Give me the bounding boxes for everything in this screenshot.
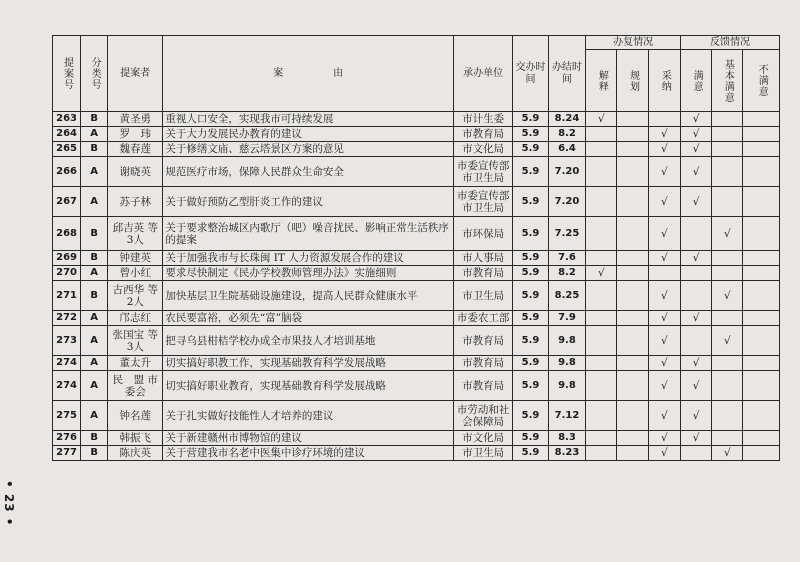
table-row [53, 112, 780, 127]
handling-adopt-cell [648, 217, 680, 251]
handling-explain-cell [586, 217, 617, 251]
proposer-cell: 曾小红 [108, 266, 163, 281]
feedback-satisfied-cell [680, 446, 711, 461]
category-cell: A [81, 356, 108, 371]
check-mark-icon [693, 410, 700, 422]
handling-adopt-cell [648, 127, 680, 142]
feedback-basic-satisfied-cell [712, 187, 743, 217]
department-cell: 市教育局 [453, 326, 512, 356]
feedback-basic-satisfied-cell [712, 281, 743, 311]
check-mark-icon [693, 113, 700, 125]
completed-date-cell: 8.25 [548, 281, 585, 311]
feedback-satisfied-cell [680, 371, 711, 401]
check-mark-icon [661, 312, 668, 324]
handling-adopt-cell [648, 356, 680, 371]
header-proposer: 提案者 [108, 36, 163, 112]
check-mark-icon [661, 410, 668, 422]
header-reason: 案 由 [163, 36, 454, 112]
assigned-date-cell: 5.9 [513, 112, 548, 127]
handling-plan-cell [617, 311, 648, 326]
completed-date-cell: 7.12 [548, 401, 585, 431]
reason-cell: 切实搞好职业教育，实现基础教育科学发展战略 [163, 371, 454, 401]
reason-cell: 关于大力发展民办教育的建议 [163, 127, 454, 142]
feedback-satisfied-cell [680, 266, 711, 281]
completed-date-cell: 7.9 [548, 311, 585, 326]
feedback-basic-satisfied-cell [712, 112, 743, 127]
department-cell: 市委农工部 [453, 311, 512, 326]
feedback-basic-satisfied-cell [712, 157, 743, 187]
header-id: 提案号 [53, 36, 81, 112]
category-cell: B [81, 431, 108, 446]
handling-plan-cell [617, 217, 648, 251]
feedback-unsatisfied-cell [743, 311, 780, 326]
assigned-date-cell: 5.9 [513, 446, 548, 461]
table-row [53, 446, 780, 461]
category-cell: A [81, 326, 108, 356]
department-cell: 市文化局 [453, 142, 512, 157]
header-dept: 承办单位 [453, 36, 512, 112]
header-plan: 规划 [617, 50, 648, 112]
reason-cell: 要求尽快制定《民办学校教师管理办法》实施细则 [163, 266, 454, 281]
proposal-id-cell: 274 [53, 356, 81, 371]
assigned-date-cell: 5.9 [513, 266, 548, 281]
reason-cell: 关于做好预防乙型肝炎工作的建议 [163, 187, 454, 217]
proposal-id-cell: 271 [53, 281, 81, 311]
completed-date-cell: 8.2 [548, 127, 585, 142]
check-mark-icon [693, 312, 700, 324]
check-mark-icon [724, 290, 731, 302]
check-mark-icon [693, 196, 700, 208]
feedback-unsatisfied-cell [743, 281, 780, 311]
table-row [53, 401, 780, 431]
handling-plan-cell [617, 251, 648, 266]
feedback-satisfied-cell [680, 187, 711, 217]
handling-plan-cell [617, 266, 648, 281]
reason-cell: 切实搞好职教工作，实现基础教育科学发展战略 [163, 356, 454, 371]
category-cell: B [81, 217, 108, 251]
feedback-unsatisfied-cell [743, 401, 780, 431]
check-mark-icon [598, 113, 605, 125]
department-cell: 市委宣传部 市卫生局 [453, 187, 512, 217]
check-mark-icon [661, 447, 668, 459]
category-cell: B [81, 281, 108, 311]
proposal-id-cell: 274 [53, 371, 81, 401]
proposer-cell: 韩振飞 [108, 431, 163, 446]
feedback-unsatisfied-cell [743, 157, 780, 187]
handling-explain-cell [586, 401, 617, 431]
department-cell: 市人事局 [453, 251, 512, 266]
feedback-basic-satisfied-cell [712, 371, 743, 401]
assigned-date-cell: 5.9 [513, 217, 548, 251]
proposer-cell: 董太升 [108, 356, 163, 371]
proposer-cell: 邝志红 [108, 311, 163, 326]
handling-plan-cell [617, 281, 648, 311]
completed-date-cell: 9.8 [548, 356, 585, 371]
feedback-unsatisfied-cell [743, 356, 780, 371]
check-mark-icon [661, 290, 668, 302]
reason-cell: 关于扎实做好技能性人才培养的建议 [163, 401, 454, 431]
feedback-unsatisfied-cell [743, 266, 780, 281]
handling-explain-cell [586, 371, 617, 401]
check-mark-icon [693, 128, 700, 140]
proposal-id-cell: 267 [53, 187, 81, 217]
handling-explain-cell [586, 157, 617, 187]
header-completed: 办结时间 [548, 36, 585, 112]
category-cell: B [81, 112, 108, 127]
proposer-cell: 魏春莲 [108, 142, 163, 157]
feedback-unsatisfied-cell [743, 127, 780, 142]
assigned-date-cell: 5.9 [513, 187, 548, 217]
check-mark-icon [693, 432, 700, 444]
department-cell: 市委宣传部 市卫生局 [453, 157, 512, 187]
proposer-cell: 张国宝 等3人 [108, 326, 163, 356]
completed-date-cell: 7.20 [548, 157, 585, 187]
completed-date-cell: 8.23 [548, 446, 585, 461]
proposal-id-cell: 266 [53, 157, 81, 187]
handling-plan-cell [617, 446, 648, 461]
handling-plan-cell [617, 187, 648, 217]
category-cell: B [81, 446, 108, 461]
feedback-unsatisfied-cell [743, 142, 780, 157]
handling-adopt-cell [648, 311, 680, 326]
completed-date-cell: 8.3 [548, 431, 585, 446]
proposer-cell: 谢晓英 [108, 157, 163, 187]
handling-adopt-cell [648, 371, 680, 401]
department-cell: 市文化局 [453, 431, 512, 446]
handling-plan-cell [617, 127, 648, 142]
proposer-cell: 邱吉英 等3人 [108, 217, 163, 251]
proposal-id-cell: 276 [53, 431, 81, 446]
check-mark-icon [661, 128, 668, 140]
reason-cell: 关于营建我市名老中医集中诊疗环境的建议 [163, 446, 454, 461]
handling-adopt-cell [648, 251, 680, 266]
handling-plan-cell [617, 356, 648, 371]
proposal-id-cell: 272 [53, 311, 81, 326]
reason-cell: 关于新建赣州市博物馆的建议 [163, 431, 454, 446]
feedback-unsatisfied-cell [743, 251, 780, 266]
check-mark-icon [661, 196, 668, 208]
department-cell: 市教育局 [453, 356, 512, 371]
department-cell: 市环保局 [453, 217, 512, 251]
handling-explain-cell [586, 281, 617, 311]
table-row [53, 157, 780, 187]
check-mark-icon [693, 252, 700, 264]
feedback-satisfied-cell [680, 401, 711, 431]
category-cell: A [81, 401, 108, 431]
feedback-satisfied-cell [680, 326, 711, 356]
handling-adopt-cell [648, 431, 680, 446]
proposal-id-cell: 270 [53, 266, 81, 281]
check-mark-icon [693, 357, 700, 369]
feedback-basic-satisfied-cell [712, 401, 743, 431]
department-cell: 市劳动和社 会保障局 [453, 401, 512, 431]
check-mark-icon [661, 252, 668, 264]
feedback-unsatisfied-cell [743, 217, 780, 251]
feedback-satisfied-cell [680, 281, 711, 311]
table-row [53, 371, 780, 401]
department-cell: 市卫生局 [453, 281, 512, 311]
proposal-id-cell: 264 [53, 127, 81, 142]
feedback-unsatisfied-cell [743, 431, 780, 446]
check-mark-icon [661, 357, 668, 369]
handling-explain-cell [586, 112, 617, 127]
check-mark-icon [598, 267, 605, 279]
check-mark-icon [661, 335, 668, 347]
header-assigned: 交办时间 [513, 36, 548, 112]
feedback-satisfied-cell [680, 356, 711, 371]
assigned-date-cell: 5.9 [513, 371, 548, 401]
feedback-unsatisfied-cell [743, 187, 780, 217]
department-cell: 市教育局 [453, 127, 512, 142]
feedback-satisfied-cell [680, 217, 711, 251]
handling-explain-cell [586, 187, 617, 217]
table-row [53, 311, 780, 326]
handling-adopt-cell [648, 446, 680, 461]
assigned-date-cell: 5.9 [513, 311, 548, 326]
assigned-date-cell: 5.9 [513, 401, 548, 431]
completed-date-cell: 6.4 [548, 142, 585, 157]
reason-cell: 关于加强我市与长珠闽 IT 人力资源发展合作的建议 [163, 251, 454, 266]
department-cell: 市教育局 [453, 371, 512, 401]
assigned-date-cell: 5.9 [513, 326, 548, 356]
check-mark-icon [661, 432, 668, 444]
handling-plan-cell [617, 431, 648, 446]
feedback-basic-satisfied-cell [712, 431, 743, 446]
handling-adopt-cell [648, 142, 680, 157]
handling-explain-cell [586, 326, 617, 356]
category-cell: A [81, 127, 108, 142]
handling-explain-cell [586, 127, 617, 142]
header-adopt: 采纳 [648, 50, 680, 112]
proposal-id-cell: 265 [53, 142, 81, 157]
proposer-cell: 钟名莲 [108, 401, 163, 431]
feedback-basic-satisfied-cell [712, 266, 743, 281]
assigned-date-cell: 5.9 [513, 142, 548, 157]
feedback-basic-satisfied-cell [712, 446, 743, 461]
reason-cell: 加快基层卫生院基础设施建设，提高人民群众健康水平 [163, 281, 454, 311]
table-row [53, 326, 780, 356]
handling-plan-cell [617, 326, 648, 356]
feedback-unsatisfied-cell [743, 326, 780, 356]
assigned-date-cell: 5.9 [513, 281, 548, 311]
completed-date-cell: 7.20 [548, 187, 585, 217]
handling-explain-cell [586, 266, 617, 281]
header-feedback: 反馈情况 [680, 36, 779, 50]
proposal-table [52, 35, 780, 461]
check-mark-icon [661, 380, 668, 392]
proposer-cell: 民 盟 市委会 [108, 371, 163, 401]
reason-cell: 农民要富裕，必须先“富”脑袋 [163, 311, 454, 326]
handling-adopt-cell [648, 187, 680, 217]
assigned-date-cell: 5.9 [513, 251, 548, 266]
table-row [53, 431, 780, 446]
handling-adopt-cell [648, 281, 680, 311]
table-row [53, 266, 780, 281]
feedback-basic-satisfied-cell [712, 251, 743, 266]
feedback-satisfied-cell [680, 142, 711, 157]
table-row [53, 281, 780, 311]
handling-plan-cell [617, 142, 648, 157]
table-row [53, 217, 780, 251]
reason-cell: 关于要求整治城区内歌厅（吧）噪音扰民、影响正常生活秩序的提案 [163, 217, 454, 251]
header-explain: 解释 [586, 50, 617, 112]
feedback-unsatisfied-cell [743, 371, 780, 401]
table-row [53, 251, 780, 266]
handling-explain-cell [586, 142, 617, 157]
handling-adopt-cell [648, 266, 680, 281]
proposal-id-cell: 273 [53, 326, 81, 356]
header-satisfied: 满意 [680, 50, 711, 112]
proposer-cell: 古西华 等2人 [108, 281, 163, 311]
reason-cell: 重视人口安全，实现我市可持续发展 [163, 112, 454, 127]
page-number: • 23 • [2, 480, 16, 527]
handling-explain-cell [586, 446, 617, 461]
handling-explain-cell [586, 431, 617, 446]
handling-adopt-cell [648, 326, 680, 356]
proposer-cell: 陈庆英 [108, 446, 163, 461]
category-cell: A [81, 187, 108, 217]
feedback-satisfied-cell [680, 251, 711, 266]
completed-date-cell: 7.6 [548, 251, 585, 266]
reason-cell: 把寻乌县柑桔学校办成全市果技人才培训基地 [163, 326, 454, 356]
feedback-unsatisfied-cell [743, 112, 780, 127]
check-mark-icon [724, 335, 731, 347]
handling-explain-cell [586, 251, 617, 266]
category-cell: A [81, 371, 108, 401]
feedback-satisfied-cell [680, 311, 711, 326]
completed-date-cell: 9.8 [548, 371, 585, 401]
department-cell: 市卫生局 [453, 446, 512, 461]
assigned-date-cell: 5.9 [513, 356, 548, 371]
feedback-satisfied-cell [680, 112, 711, 127]
check-mark-icon [724, 447, 731, 459]
assigned-date-cell: 5.9 [513, 127, 548, 142]
check-mark-icon [661, 166, 668, 178]
header-basic-satisfied: 基本满意 [712, 50, 743, 112]
proposer-cell: 黄圣勇 [108, 112, 163, 127]
assigned-date-cell: 5.9 [513, 431, 548, 446]
handling-plan-cell [617, 401, 648, 431]
category-cell: B [81, 251, 108, 266]
category-cell: A [81, 266, 108, 281]
proposal-id-cell: 269 [53, 251, 81, 266]
proposer-cell: 罗 玮 [108, 127, 163, 142]
proposal-id-cell: 263 [53, 112, 81, 127]
feedback-basic-satisfied-cell [712, 356, 743, 371]
header-category: 分类号 [81, 36, 108, 112]
handling-plan-cell [617, 371, 648, 401]
feedback-basic-satisfied-cell [712, 142, 743, 157]
completed-date-cell: 8.2 [548, 266, 585, 281]
handling-plan-cell [617, 112, 648, 127]
handling-adopt-cell [648, 401, 680, 431]
handling-explain-cell [586, 356, 617, 371]
category-cell: B [81, 142, 108, 157]
check-mark-icon [693, 380, 700, 392]
reason-cell: 规范医疗市场，保障人民群众生命安全 [163, 157, 454, 187]
handling-explain-cell [586, 311, 617, 326]
completed-date-cell: 7.25 [548, 217, 585, 251]
reason-cell: 关于修缮文庙、慈云塔景区方案的意见 [163, 142, 454, 157]
feedback-basic-satisfied-cell [712, 217, 743, 251]
handling-adopt-cell [648, 112, 680, 127]
proposal-id-cell: 275 [53, 401, 81, 431]
feedback-basic-satisfied-cell [712, 127, 743, 142]
table-row [53, 142, 780, 157]
feedback-unsatisfied-cell [743, 446, 780, 461]
completed-date-cell: 8.24 [548, 112, 585, 127]
header-handling: 办复情况 [586, 36, 681, 50]
department-cell: 市教育局 [453, 266, 512, 281]
check-mark-icon [661, 143, 668, 155]
handling-adopt-cell [648, 157, 680, 187]
feedback-basic-satisfied-cell [712, 311, 743, 326]
proposer-cell: 苏子林 [108, 187, 163, 217]
proposal-id-cell: 277 [53, 446, 81, 461]
feedback-satisfied-cell [680, 157, 711, 187]
assigned-date-cell: 5.9 [513, 157, 548, 187]
check-mark-icon [661, 228, 668, 240]
proposer-cell: 钟建英 [108, 251, 163, 266]
check-mark-icon [724, 228, 731, 240]
feedback-satisfied-cell [680, 127, 711, 142]
handling-plan-cell [617, 157, 648, 187]
category-cell: A [81, 157, 108, 187]
table-row [53, 187, 780, 217]
table-row [53, 127, 780, 142]
department-cell: 市计生委 [453, 112, 512, 127]
header-unsatisfied: 不满意 [743, 50, 780, 112]
completed-date-cell: 9.8 [548, 326, 585, 356]
check-mark-icon [693, 166, 700, 178]
feedback-satisfied-cell [680, 431, 711, 446]
feedback-basic-satisfied-cell [712, 326, 743, 356]
category-cell: A [81, 311, 108, 326]
table-row [53, 356, 780, 371]
proposal-id-cell: 268 [53, 217, 81, 251]
check-mark-icon [693, 143, 700, 155]
